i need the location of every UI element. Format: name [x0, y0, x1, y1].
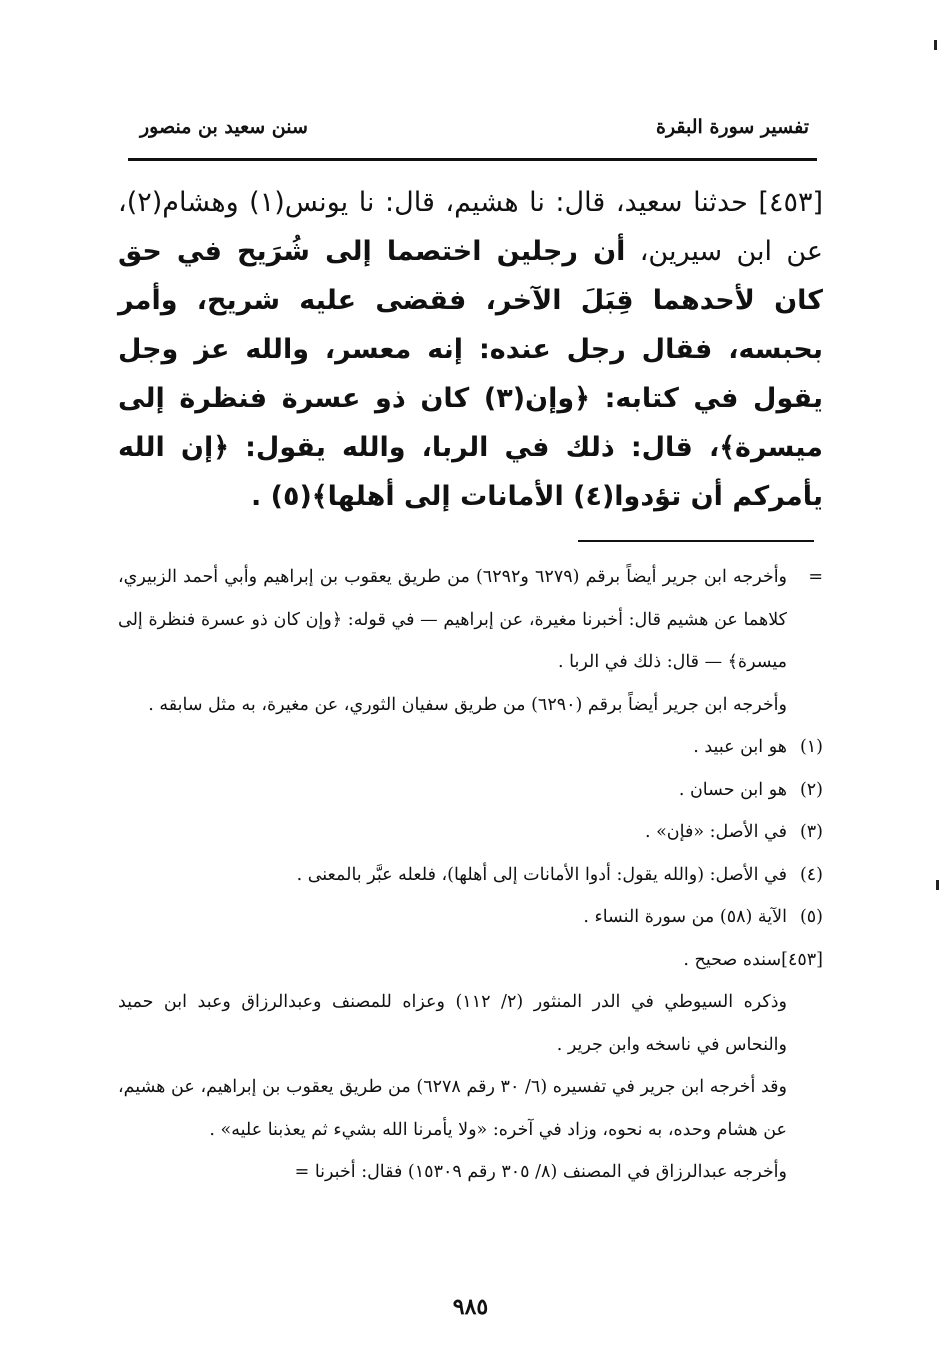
header-rule: [128, 158, 817, 161]
margin-scan-mark: [934, 40, 937, 50]
margin-scan-mark: [936, 880, 939, 890]
matn: أن رجلين اختصما إلى شُرَيح في حق كان لأحدهما قِبَلَ الآخر، فقضى عليه شريح، وأمر بحبسه، فقال رجل عنده: إنه معسر، والله عز وجل يقول في كتابه: ﴿وإن(٣) كان ذو عسرة فنظرة إلى ميسرة﴾، قال: ذلك في الربا، والله يقول: ﴿إن الله يأمركم أن تؤدوا(٤) الأمانات إلى أهلها﴾(٥) .: [118, 236, 823, 512]
footnote-text: في الأصل: «فإن» .: [644, 822, 787, 842]
footnote-text: في الأصل: (والله يقول: أدوا الأمانات إلى أهلها)، فلعله عبَّر بالمعنى .: [296, 864, 787, 885]
footnote: [118, 769, 823, 812]
footnote: [118, 811, 823, 854]
running-header-chapter: تفسير سورة البقرة: [655, 116, 809, 138]
running-header-book: سنن سعيد بن منصور: [140, 116, 308, 138]
footnote-mark: (٢): [799, 779, 823, 800]
footnote-text: هو ابن حسان .: [678, 779, 787, 800]
footnote-mark: (١): [799, 737, 823, 757]
page-number: ٩٨٥: [452, 1294, 489, 1320]
footnote-mark: (٣): [799, 822, 823, 842]
takhrij-text: وذكره السيوطي في الدر المنثور (٢/ ١١٢) وعزاه للمصنف وعبدالرزاق وعبد ابن حميد والنحاس في ناسخه وابن جرير .: [118, 992, 787, 1055]
footnote-text: وأخرجه ابن جرير أيضاً برقم (٦٢٧٩ و٦٢٩٢) من طريق يعقوب بن إبراهيم وأبي أحمد الزبيري، كلاهما عن هشيم قال: أخبرنا مغيرة، عن إبراهيم — في قوله: ﴿وإن كان ذو عسرة فنظرة إلى ميسرة﴾ — قال: ذلك في الربا .: [118, 567, 788, 672]
takhrij-text: وقد أخرجه ابن جرير في تفسيره (٦/ ٣٠ رقم ٦٢٧٨) من طريق يعقوب بن إبراهيم، عن هشيم، عن هشام وحده، به نحوه، وزاد في آخره: «ولا يأمرنا الله بشيء ثم يعذبنا عليه» .: [118, 1077, 787, 1140]
takhrij-text: وأخرجه عبدالرزاق في المصنف (٨/ ٣٠٥ رقم ١٥٣٠٩) فقال: أخبرنا =: [294, 1162, 787, 1182]
footnote-mark: (٤): [799, 864, 823, 885]
footnotes: [118, 556, 823, 1194]
footnote: [118, 896, 823, 939]
hadith-number: [٤٥٣]: [758, 187, 823, 218]
hadith-text: [118, 178, 823, 521]
footnote-continuation: [118, 556, 823, 684]
takhrij-label: [٤٥٣]سنده صحيح .: [683, 949, 823, 970]
continuation-mark: =: [808, 567, 823, 587]
footnote: [118, 854, 823, 897]
footnote-mark: (٥): [799, 907, 823, 927]
footnote-text: هو ابن عبيد .: [693, 737, 787, 757]
footnote-continuation: [118, 684, 823, 727]
isnad: حدثنا سعيد، قال: نا هشيم، قال: نا يونس(١) وهشام(٢)، عن ابن سيرين،: [118, 187, 823, 267]
footnote-text: الآية (٥٨) من سورة النساء .: [583, 907, 787, 927]
footnote-separator: [578, 540, 814, 542]
footnote-text: وأخرجه ابن جرير أيضاً برقم (٦٢٩٠) من طريق سفيان الثوري، عن مغيرة، به مثل سابقه .: [148, 694, 787, 715]
footnote: [118, 726, 823, 769]
